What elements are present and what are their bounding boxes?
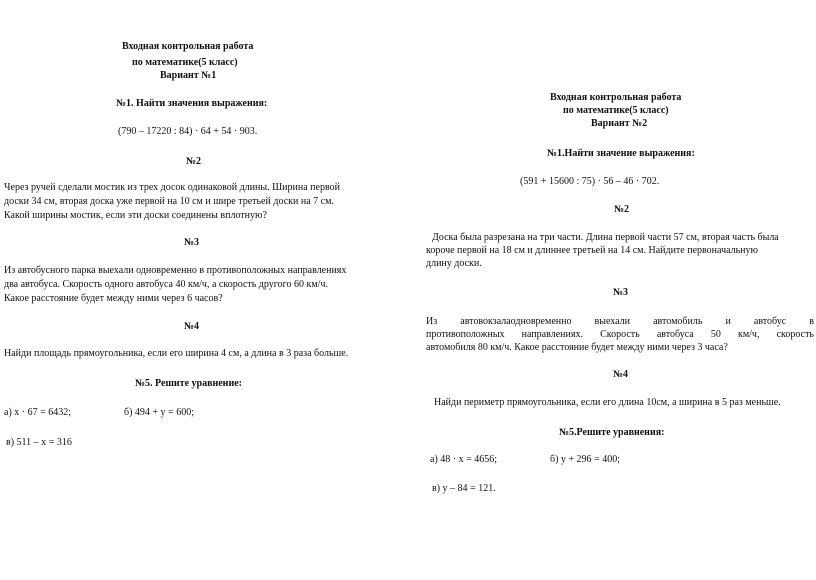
task-3-line-1 [426, 315, 814, 328]
task-4-heading: №4 [613, 369, 629, 380]
equation-a: а) 48 · х = 4656; [430, 454, 498, 465]
task-1-heading: №1.Найти значение выражения: [547, 148, 695, 159]
task-2-line-3: длину доски. [426, 258, 482, 269]
equation-b: б) у + 296 = 400; [550, 454, 620, 465]
task-2-heading: №2 [614, 204, 630, 215]
task-1-expression: (790 – 17220 : 84) · 64 + 54 · 903. [118, 126, 258, 137]
variant-title: Вариант №2 [591, 118, 648, 129]
task-2-line-2: короче первой на 18 см и длиннее третьей на 14 см. Найдите первоначальную [426, 245, 759, 256]
task-3-line-3: автомобиля 80 км/ч. Какое расстояние будет между ними через 3 часа? [426, 342, 728, 353]
title-line-2: по математике(5 класс) [563, 105, 669, 116]
task-3-heading: №3 [184, 237, 200, 248]
title-line-1: Входная контрольная работа [550, 92, 682, 103]
equation-a: а) х · 67 = 6432; [4, 407, 72, 418]
task-2-line-3: Какой ширины мостик, если эти доски соединены вплотную? [4, 210, 267, 221]
task-2-line-1: Доска была разрезана на три части. Длина первой части 57 см, вторая часть была [432, 232, 779, 243]
task-2-line-2: доски 34 см, вторая доска уже первой на 10 см и шире третьей доски на 7 см. [4, 196, 334, 207]
task-4-text: Найди периметр прямоугольника, если его длина 10см, а ширина в 5 раз меньше. [434, 397, 781, 408]
task-5-heading: №5. Решите уравнение: [135, 378, 242, 389]
task-3-heading: №3 [613, 287, 629, 298]
task-1-expression: (591 + 15600 : 75) · 56 – 46 · 702. [520, 176, 660, 187]
variant-title: Вариант №1 [160, 70, 217, 81]
task-3-line-3: Какое расстояние будет между ними через 6 часов? [4, 293, 223, 304]
equation-c: в) 511 – х = 316 [6, 437, 72, 448]
task-3-line-1-text: Из автовокзалаодновременно выехали автомобиль и автобус в [426, 316, 814, 327]
title-line-1: Входная контрольная работа [122, 41, 254, 52]
title-line-2: по математике(5 класс) [132, 57, 238, 68]
task-1-heading: №1. Найти значения выражения: [116, 98, 268, 109]
equation-b: б) 494 + у = 600; [124, 407, 194, 418]
task-5-heading: №5.Решите уравнения: [559, 427, 665, 438]
task-3-line-2 [426, 328, 814, 341]
task-3-line-2: два автобуса. Скорость одного автобуса 40 км/ч, а скорость другого 60 км/ч. [4, 279, 328, 290]
task-3-line-2-text: противоположных направлениях. Скорость автобуса 50 км/ч, скорость [426, 329, 814, 340]
task-4-heading: №4 [184, 321, 200, 332]
task-4-text: Найди площадь прямоугольника, если его ширина 4 см, а длина в 3 раза больше. [4, 348, 349, 359]
task-3-line-1: Из автобусного парка выехали одновременно в противоположных направлениях [4, 265, 347, 276]
equation-c: в) у – 84 = 121. [432, 483, 496, 494]
task-2-heading: №2 [186, 156, 202, 167]
task-2-line-1: Через ручей сделали мостик из трех досок одинаковой длины. Ширина первой [4, 182, 340, 193]
